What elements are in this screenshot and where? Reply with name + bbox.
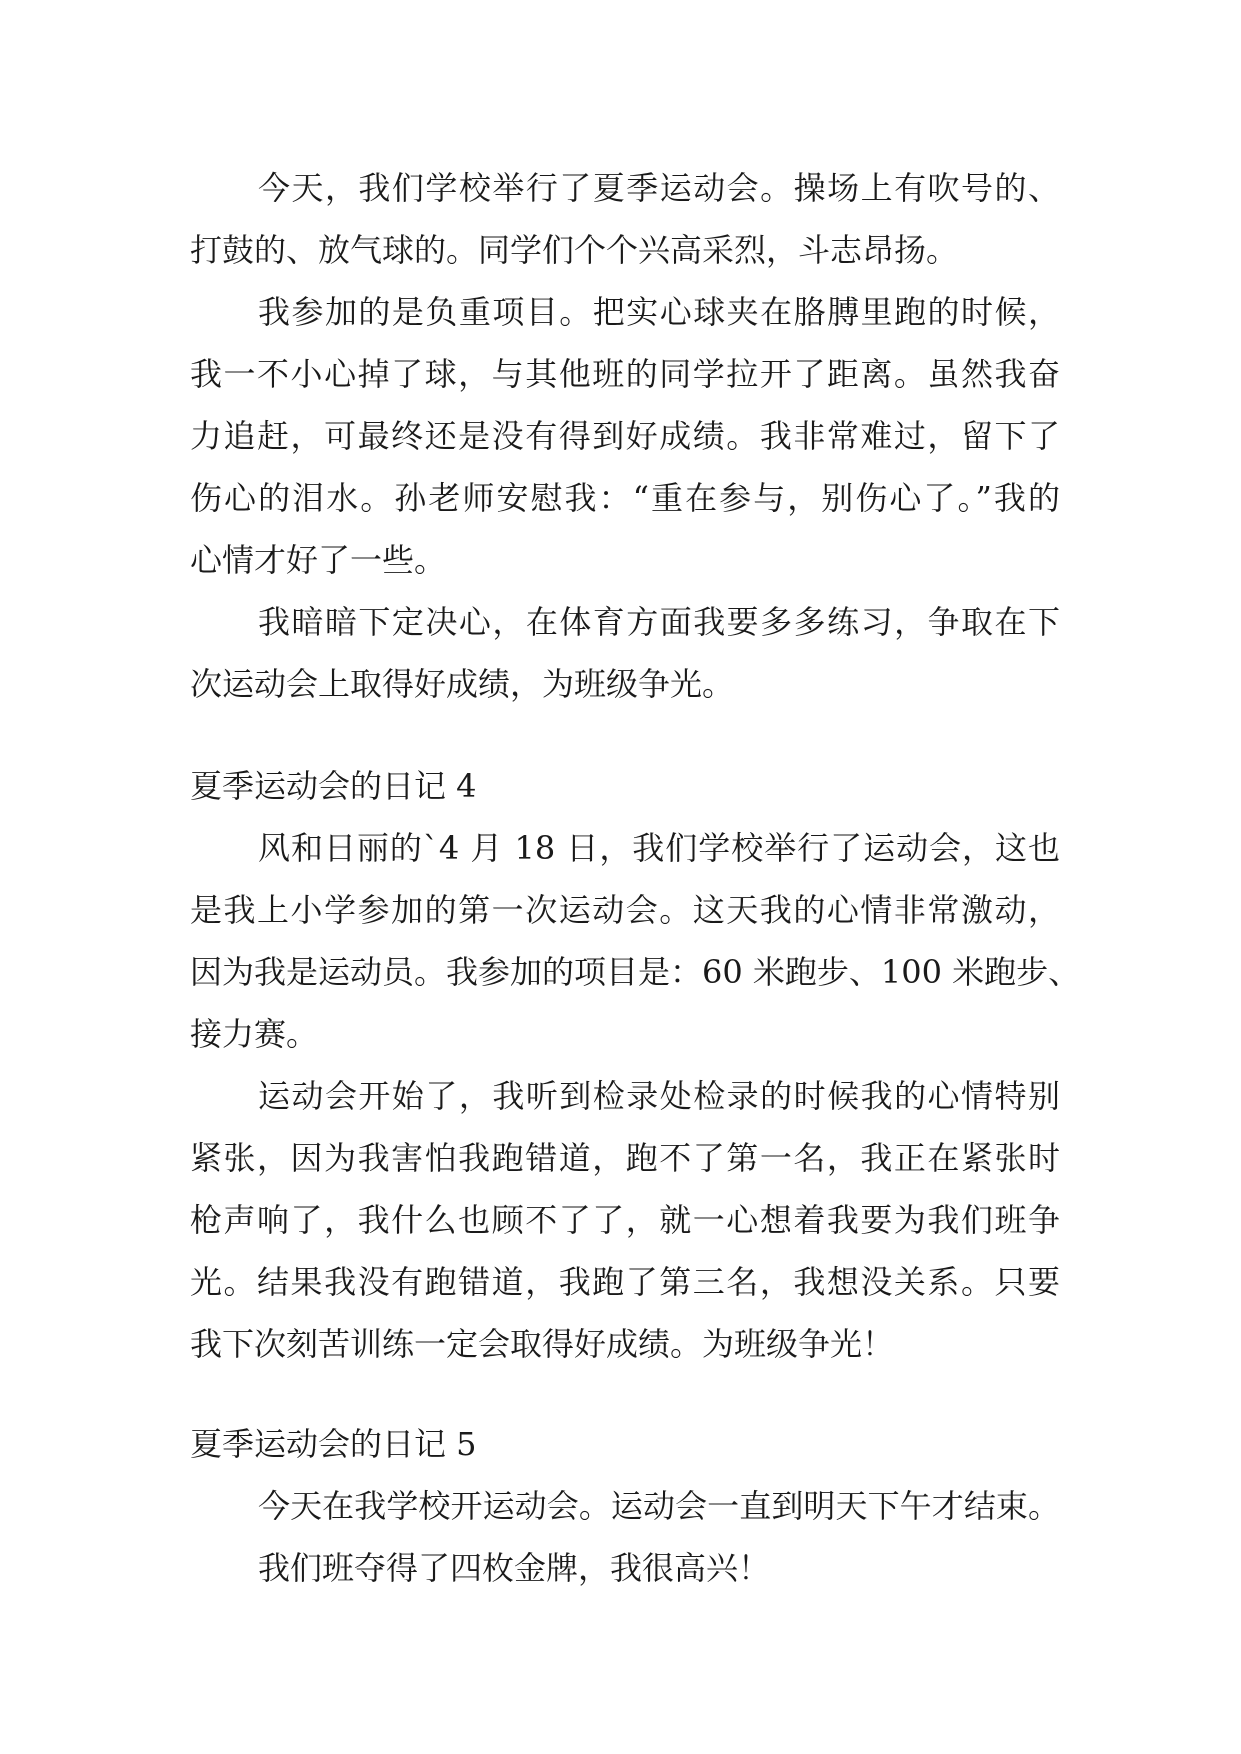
paragraph-line: 是我上小学参加的第一次运动会。这天我的心情非常激动， [190,891,1060,929]
paragraph-line: 次运动会上取得好成绩，为班级争光。 [190,665,735,703]
paragraph-line: 风和日丽的`4 月 18 日，我们学校举行了运动会，这也 [258,829,1060,867]
paragraph-line: 我下次刻苦训练一定会取得好成绩。为班级争光！ [190,1325,895,1363]
paragraph-line: 光。结果我没有跑错道，我跑了第三名，我想没关系。只要 [190,1263,1060,1301]
paragraph-line: 打鼓的、放气球的。同学们个个兴高采烈，斗志昂扬。 [190,231,959,269]
paragraph-line: 今天在我学校开运动会。运动会一直到明天下午才结束。 [258,1487,1060,1525]
paragraph-line: 枪声响了，我什么也顾不了了，就一心想着我要为我们班争 [190,1201,1060,1239]
paragraph-line: 伤心的泪水。孙老师安慰我：“重在参与，别伤心了。”我的 [190,479,1060,517]
paragraph-line: 我一不小心掉了球，与其他班的同学拉开了距离。虽然我奋 [190,355,1060,393]
paragraph-line: 因为我是运动员。我参加的项目是：60 米跑步、100 米跑步、 [190,953,1081,991]
paragraph-line: 心情才好了一些。 [190,541,447,579]
paragraph-line: 力追赶，可最终还是没有得到好成绩。我非常难过，留下了 [190,417,1060,455]
paragraph-line: 今天，我们学校举行了夏季运动会。操场上有吹号的、 [258,169,1060,207]
paragraph-line: 我们班夺得了四枚金牌，我很高兴！ [258,1549,771,1587]
paragraph-line: 运动会开始了，我听到检录处检录的时候我的心情特别 [258,1077,1060,1115]
paragraph-line: 我参加的是负重项目。把实心球夹在胳膊里跑的时候， [258,293,1060,331]
paragraph-line: 接力赛。 [190,1015,319,1053]
paragraph-line: 紧张，因为我害怕我跑错道，跑不了第一名，我正在紧张时 [190,1139,1060,1177]
paragraph-line: 我暗暗下定决心，在体育方面我要多多练习，争取在下 [258,603,1060,641]
section-heading: 夏季运动会的日记 5 [190,1425,477,1463]
section-heading: 夏季运动会的日记 4 [190,767,477,805]
